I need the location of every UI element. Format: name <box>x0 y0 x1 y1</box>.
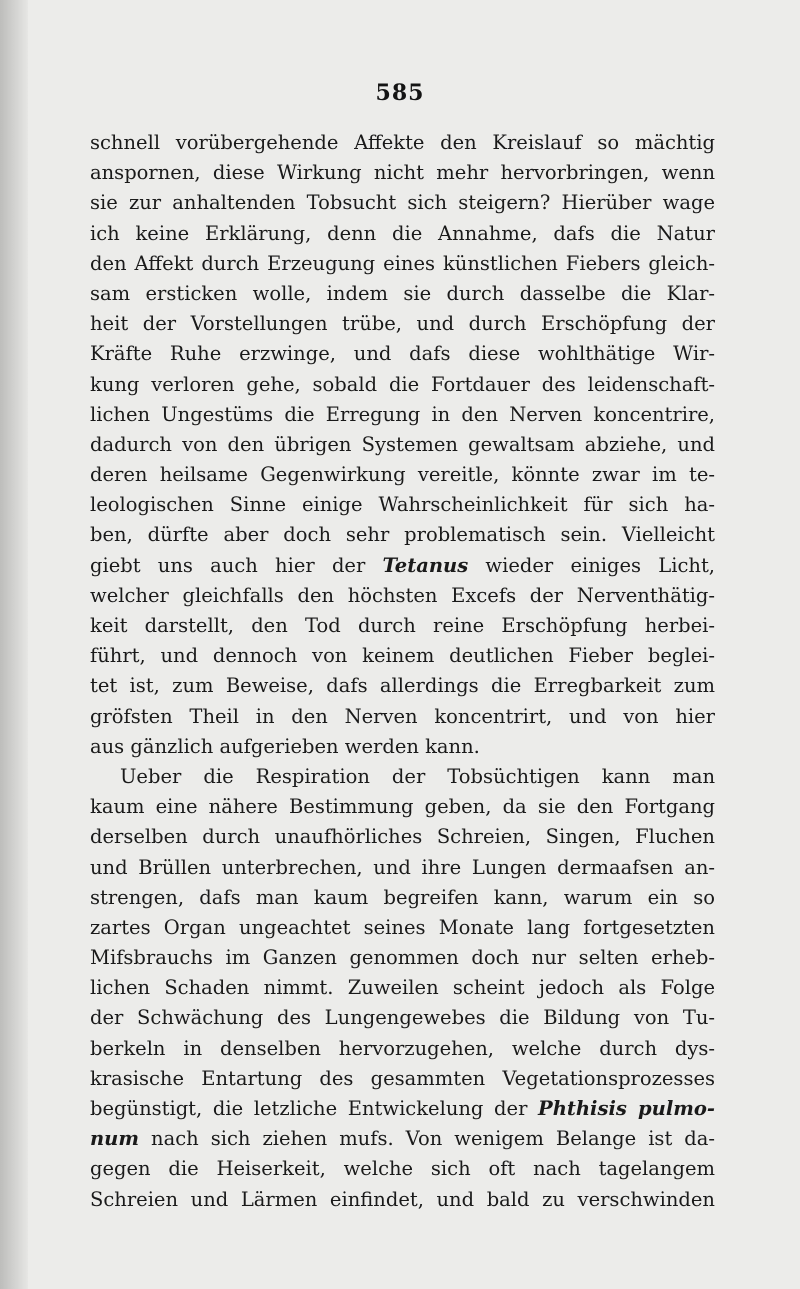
text-line: gröfsten Theil in den Nerven koncentrirt, und von hier <box>90 704 715 728</box>
text-line: anspornen, diese Wirkung nicht mehr hervorbringen, wenn <box>90 161 715 185</box>
text-line: kaum eine nähere Bestimmung geben, da sie den Fortgang <box>90 795 715 819</box>
italic-term: Phthisis pulmo- <box>538 1097 715 1120</box>
page-number: 585 <box>375 80 425 106</box>
text-segment: giebt uns auch hier der <box>90 553 383 577</box>
text-line <box>90 1094 715 1124</box>
text-line: der Schwächung des Lungengewebes die Bildung von Tu- <box>90 1006 715 1030</box>
text-line: welcher gleichfalls den höchsten Excefs der Nerventhätig- <box>90 583 715 607</box>
text-line: krasische Entartung des gesammten Vegetationsprozesses <box>90 1066 715 1090</box>
text-line: sie zur anhaltenden Tobsucht sich steigern? Hierüber wage <box>90 191 715 215</box>
text-line: strengen, dafs man kaum begreifen kann, warum ein so <box>90 885 715 909</box>
text-line: und Brüllen unterbrechen, und ihre Lungen dermaafsen an- <box>90 855 715 879</box>
text-line <box>90 551 715 581</box>
text-segment: wieder einiges Licht, <box>468 553 715 577</box>
text-line: sam ersticken wolle, indem sie durch dasselbe die Klar- <box>90 281 715 305</box>
text-line: tet ist, zum Beweise, dafs allerdings die Erregbarkeit zum <box>90 674 715 698</box>
text-line: keit darstellt, den Tod durch reine Erschöpfung herbei- <box>90 614 715 637</box>
text-segment: nach sich ziehen mufs. Von wenigem Belange ist da- <box>139 1127 715 1151</box>
text-line: gegen die Heiserkeit, welche sich oft nach tagelangem <box>90 1157 715 1181</box>
text-line: Schreien und Lärmen einfindet, und bald zu verschwinden <box>90 1187 715 1211</box>
text-line: lichen Ungestüms die Erregung in den Nerven koncentrire, <box>90 402 715 426</box>
text-line: derselben durch unaufhörliches Schreien, Singen, Fluchen <box>90 825 715 849</box>
text-line: schnell vorübergehende Affekte den Kreislauf so mächtig <box>90 131 715 154</box>
text-line: berkeln in denselben hervorzugehen, welche durch dys- <box>90 1036 715 1060</box>
body-text <box>90 128 715 1215</box>
text-line: Mifsbrauchs im Ganzen genommen doch nur selten erheb- <box>90 946 715 970</box>
text-segment: begünstigt, die letzliche Entwickelung der <box>90 1097 539 1120</box>
text-line: führt, und dennoch von keinem deutlichen Fieber beglei- <box>90 644 715 668</box>
text-line: Kräfte Ruhe erzwinge, und dafs diese wohlthätige Wir- <box>90 342 715 366</box>
text-line: kung verloren gehe, sobald die Fortdauer des leidenschaft- <box>90 372 715 396</box>
text-line: deren heilsame Gegenwirkung vereitle, könnte zwar im te- <box>90 463 715 487</box>
text-line: ich keine Erklärung, denn die Annahme, dafs die Natur <box>90 221 715 245</box>
text-line: den Affekt durch Erzeugung eines künstlichen Fiebers gleich- <box>90 251 715 275</box>
page-gutter-shadow <box>0 0 28 1289</box>
text-line: ben, dürfte aber doch sehr problematisch sein. Vielleicht <box>90 523 715 547</box>
italic-term: num <box>90 1127 139 1151</box>
text-line: leologischen Sinne einige Wahrscheinlichkeit für sich ha- <box>90 493 715 517</box>
text-line: lichen Schaden nimmt. Zuweilen scheint jedoch als Folge <box>90 976 715 1000</box>
text-line: Ueber die Respiration der Tobsüchtigen kann man <box>120 764 715 788</box>
text-line <box>90 1124 715 1154</box>
text-line: zartes Organ ungeachtet seines Monate lang fortgesetzten <box>90 915 715 939</box>
italic-term: Tetanus <box>382 553 469 577</box>
text-line: heit der Vorstellungen trübe, und durch Erschöpfung der <box>90 312 715 336</box>
text-line: aus gänzlich aufgerieben werden kann. <box>90 734 480 758</box>
text-line: dadurch von den übrigen Systemen gewaltsam abziehe, und <box>90 432 715 456</box>
